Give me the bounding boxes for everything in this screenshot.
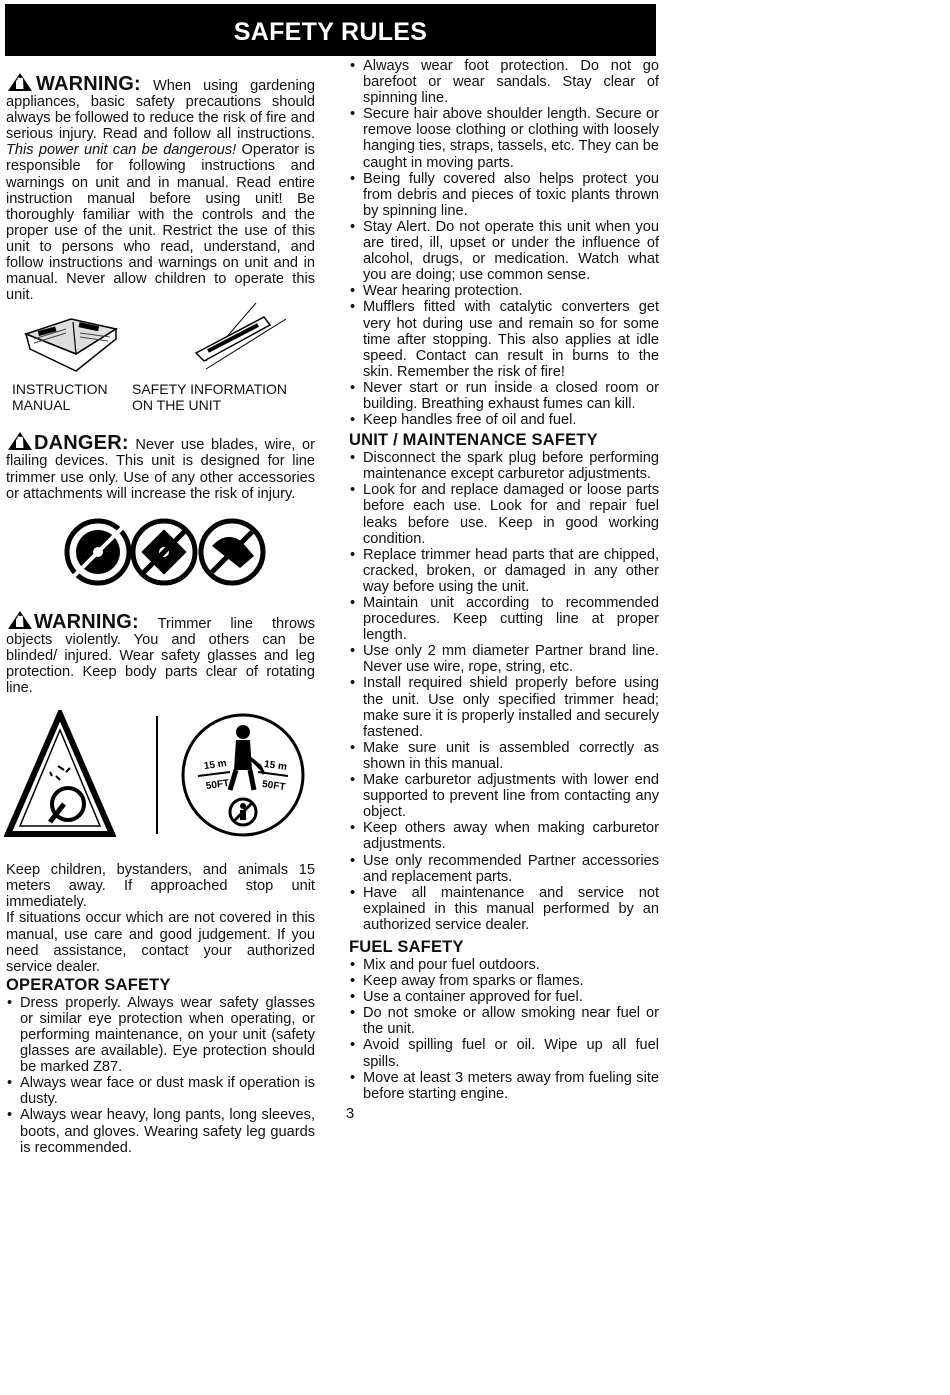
left-column <box>6 72 315 1156</box>
unit-maintenance-list <box>349 450 659 933</box>
list-item: • Always wear heavy, long pants, long sleeves, boots, and gloves. Wearing safety leg guards is recommended. <box>6 1107 315 1155</box>
figure-divider <box>156 716 158 834</box>
operator-safety-heading: OPERATOR SAFETY <box>6 975 171 994</box>
fuel-safety-list <box>349 957 659 1102</box>
list-item: • Make sure unit is assembled correctly as shown in this manual. <box>349 740 659 772</box>
blade-prohibited-icon <box>67 521 129 583</box>
warning-italic-text: This power unit can be dangerous! <box>6 142 237 159</box>
list-item: • Maintain unit according to recommended procedures. Keep cutting line at proper length. <box>349 595 659 643</box>
unit-caption: SAFETY INFORMATION ON THE UNIT <box>132 381 288 414</box>
list-item: • Use only 2 mm diameter Partner brand line. Never use wire, rope, string, etc. <box>349 643 659 675</box>
wire-prohibited-icon <box>201 521 263 583</box>
unit-maintenance-heading: UNIT / MAINTENANCE SAFETY <box>349 431 598 450</box>
warning2-text: Trimmer line throws objects violently. You and others can be blinded/ injured. Wear safety glasses and leg protection. Keep body parts clear of rotating line. <box>6 615 315 697</box>
warning-text: When using gardening appliances, basic safety precautions should always be followed to reduce the risk of fire and serious injury. Read and follow all instructions. <box>6 78 315 143</box>
distance-ft-right: 50FT <box>261 779 287 794</box>
operator-safety-list <box>6 995 315 1156</box>
list-item: • Move at least 3 meters away from fueling site before starting engine. <box>349 1070 659 1102</box>
warning2-paragraph <box>6 610 315 696</box>
hazard-figures <box>6 710 315 840</box>
list-item: • Disconnect the spark plug before performing maintenance except carburetor adjustments. <box>349 450 659 482</box>
distance-m-right: 15 m <box>263 759 288 774</box>
list-item: • Secure hair above shoulder length. Secure or remove loose clothing or clothing with loosely hanging ties, straps, tassels, etc. They can be caught in moving parts. <box>349 106 659 170</box>
right-column <box>349 58 659 1102</box>
list-item: • Use only recommended Partner accessories and replacement parts. <box>349 853 659 885</box>
list-item: • Mufflers fitted with catalytic converters get very hot during use and remain so for some time after stopping. This also applies at idle speed. Contact can result in burns to the skin. Remember the risk of fire! <box>349 299 659 379</box>
warning2-label: WARNING: <box>34 610 139 633</box>
list-item: • Keep away from sparks or flames. <box>349 973 659 989</box>
list-item: • Stay Alert. Do not operate this unit when you are tired, ill, upset or under the influence of alcohol, drugs, or medication. Watch what you are doing; use common sense. <box>349 219 659 283</box>
list-item: • Avoid spilling fuel or oil. Wipe up all fuel spills. <box>349 1037 659 1069</box>
danger-text: Never use blades, wire, or flailing devices. This unit is designed for line trimmer use only. Use of any other accessories or attachments will increase the risk of injury. <box>6 437 315 502</box>
distance-m-left: 15 m <box>203 758 228 773</box>
thrown-objects-warning-icon <box>4 710 116 840</box>
warning-paragraph <box>6 72 315 303</box>
danger-paragraph <box>6 431 315 501</box>
page-number: 3 <box>345 1105 355 1122</box>
warning2-hand-icon <box>6 610 34 630</box>
manual-figures <box>6 309 315 379</box>
danger-label: DANGER: <box>34 432 129 455</box>
list-item: • Do not smoke or allow smoking near fuel or the unit. <box>349 1005 659 1037</box>
list-item: • Use a container approved for fuel. <box>349 989 659 1005</box>
list-item: • Have all maintenance and service not explained in this manual performed by an authorized service dealer. <box>349 885 659 933</box>
list-item: • Replace trimmer head parts that are chipped, cracked, broken, or damaged in any other way before using the unit. <box>349 547 659 595</box>
safety-distance-icon <box>178 710 308 840</box>
flail-prohibited-icon <box>133 521 195 583</box>
list-item: • Make carburetor adjustments with lower end supported to prevent line from contacting any object. <box>349 772 659 820</box>
list-item: • Always wear foot protection. Do not go barefoot or wear sandals. Stay clear of spinning line. <box>349 58 659 106</box>
prohibited-attachments-icons <box>6 516 315 588</box>
bystander-prohibited-icon <box>230 799 256 825</box>
warning-text-rest: Operator is responsible for following instructions and warnings on unit and in manual. Read entire instruction manual before using unit! Be thoroughly familiar with the controls and the proper use of the unit. Restrict the use of this unit to persons who read, understand, and follow instructions and warnings on unit and in manual. Never allow children to operate this unit. <box>6 142 315 304</box>
distance-ft-left: 50FT <box>205 778 230 793</box>
fuel-safety-heading: FUEL SAFETY <box>349 937 464 956</box>
list-item: • Install required shield properly before using the unit. Use only specified trimmer head; make sure it is properly installed and securely fastened. <box>349 675 659 739</box>
list-item: • Dress properly. Always wear safety glasses or similar eye protection when operating, or performing maintenance, on your unit (safety glasses are available). Eye protection should be marked Z87. <box>6 995 315 1075</box>
instruction-manual-icon <box>16 309 126 379</box>
list-item: • Wear hearing protection. <box>349 283 659 299</box>
list-item: • Never start or run inside a closed room or building. Breathing exhaust fumes can kill. <box>349 380 659 412</box>
figure-captions <box>6 381 315 413</box>
manual-caption: INSTRUCTION MANUAL <box>12 381 108 414</box>
list-item: • Being fully covered also helps protect you from debris and pieces of toxic plants thrown by spinning line. <box>349 171 659 219</box>
warning-label: WARNING: <box>36 73 141 95</box>
list-item: • Mix and pour fuel outdoors. <box>349 957 659 973</box>
list-item: • Keep handles free of oil and fuel. <box>349 412 659 428</box>
danger-hand-icon <box>6 431 34 451</box>
list-item: • Always wear face or dust mask if operation is dusty. <box>6 1075 315 1107</box>
list-item: • Keep others away when making carburetor adjustments. <box>349 820 659 852</box>
page-title: SAFETY RULES <box>5 4 656 56</box>
warning-hand-icon <box>6 72 34 92</box>
list-item: • Look for and replace damaged or loose parts before each use. Look for and repair fuel leaks before use. Keep in good working condition. <box>349 482 659 546</box>
operator-safety-list-continued <box>349 58 659 428</box>
bystander-paragraph: Keep children, bystanders, and animals 15 meters away. If approached stop unit immediately. <box>6 862 315 911</box>
unit-label-icon <box>186 301 296 371</box>
assistance-paragraph: If situations occur which are not covered in this manual, use care and good judgement. If you need assistance, contact your authorized service dealer. <box>6 910 315 975</box>
